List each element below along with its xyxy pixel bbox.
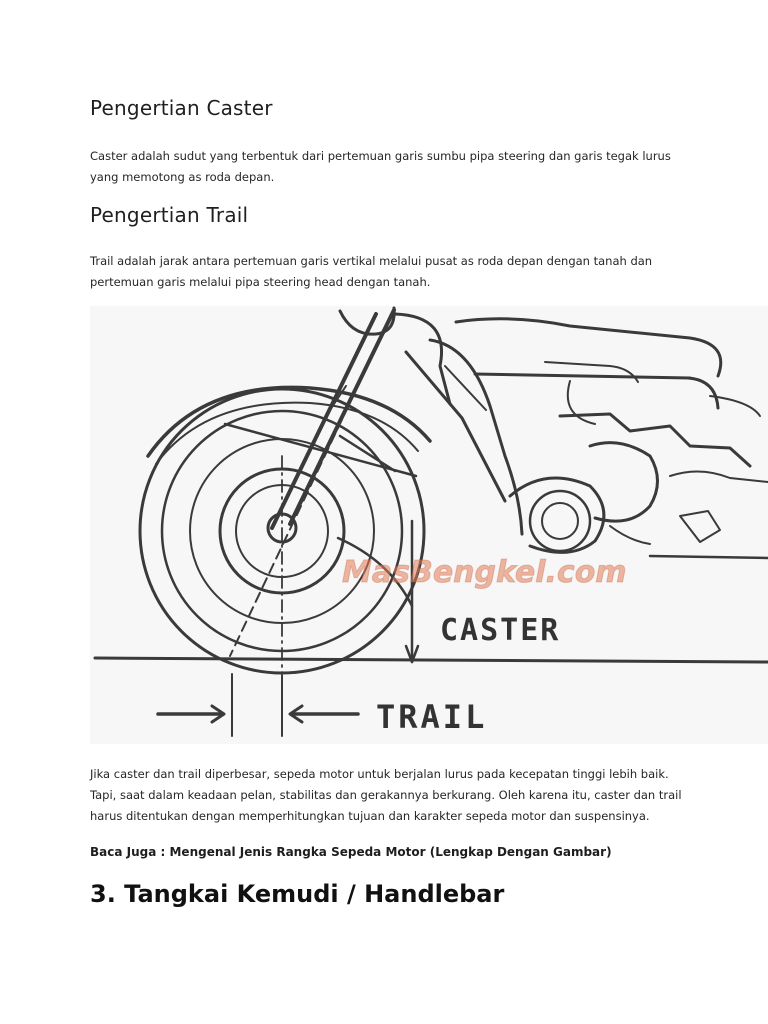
see-also [90,845,612,859]
caster-definition: Caster adalah sudut yang terbentuk dari pertemuan garis sumbu pipa steering dan garis tegak lurus yang memotong as roda depan. [90,149,671,184]
motorcycle-line-drawing [90,306,768,744]
trail-definition: Trail adalah jarak antara pertemuan garis vertikal melalui pusat as roda depan dengan tanah dan pertemuan garis melalui pipa steering head dengan tanah. [90,254,653,289]
handlebar-heading: 3. Tangkai Kemudi / Handlebar [90,880,505,908]
caster-label: CASTER [440,613,561,648]
caster-trail-explanation: Jika caster dan trail diperbesar, sepeda motor untuk berjalan lurus pada kecepatan tinggi lebih baik. Tapi, saat dalam keadaan pelan, stabilitas dan gerakannya berkurang. Oleh karena itu, caster dan trail harus ditentukan dengan memperhitungkan tujuan dan karakter sepeda motor dan suspensinya. [90,767,682,823]
watermark-logo: MasBengkel.com [342,555,627,590]
see-also-link[interactable]: Mengenal Jenis Rangka Sepeda Motor (Lengkap Dengan Gambar) [169,845,612,859]
trail-heading: Pengertian Trail [90,203,249,227]
see-also-prefix: Baca Juga : [90,845,170,859]
caster-trail-diagram [90,306,768,744]
trail-label: TRAIL [376,698,488,736]
caster-heading: Pengertian Caster [90,96,273,120]
